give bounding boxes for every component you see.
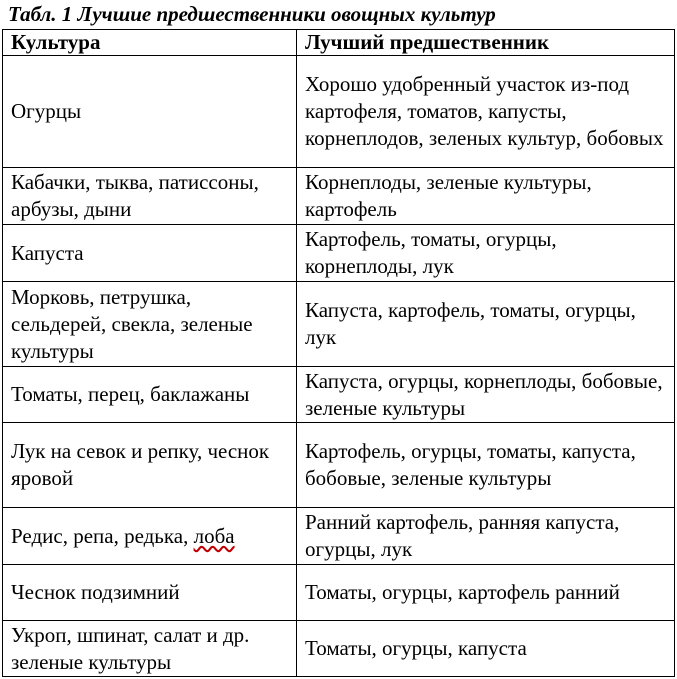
- crop-cell: Огурцы: [3, 56, 297, 168]
- table-row: [3, 367, 675, 423]
- table-row: [3, 168, 675, 225]
- crop-cell: [3, 508, 297, 565]
- predecessor-cell: Картофель, томаты, огурцы, корнеплоды, лук: [297, 225, 675, 282]
- header-crop: Культура: [3, 30, 297, 56]
- table-row: [3, 225, 675, 282]
- predecessor-cell: Томаты, огурцы, капуста: [297, 621, 675, 677]
- table-row: [3, 423, 675, 508]
- predecessor-cell: Хорошо удобренный участок из-под картофеля, томатов, капусты, корнеплодов, зеленых культур, бобовых: [297, 56, 675, 168]
- header-predecessor: Лучший предшественник: [297, 30, 675, 56]
- predecessor-cell: Ранний картофель, ранняя капуста, огурцы, лук: [297, 508, 675, 565]
- crop-cell: Капуста: [3, 225, 297, 282]
- crop-cell: Укроп, шпинат, салат и др. зеленые культуры: [3, 621, 297, 677]
- predecessor-cell: Капуста, картофель, томаты, огурцы, лук: [297, 282, 675, 367]
- crop-cell: Кабачки, тыква, патиссоны, арбузы, дыни: [3, 168, 297, 225]
- table-caption: Табл. 1 Лучшие предшественники овощных культур: [8, 2, 496, 26]
- table-row: [3, 56, 675, 168]
- crop-cell: Томаты, перец, баклажаны: [3, 367, 297, 423]
- crop-cell: Морковь, петрушка, сельдерей, свекла, зеленые культуры: [3, 282, 297, 367]
- crop-text: Редис, репа, редька,: [11, 523, 194, 548]
- crop-cell: Чеснок подзимний: [3, 565, 297, 621]
- predecessor-cell: Корнеплоды, зеленые культуры, картофель: [297, 168, 675, 225]
- table-row: [3, 621, 675, 677]
- predecessors-table: [2, 29, 675, 677]
- table-row: [3, 508, 675, 565]
- table-row: [3, 565, 675, 621]
- table-header-row: [3, 30, 675, 56]
- spellcheck-marked-word: лоба: [193, 523, 235, 548]
- table-row: [3, 282, 675, 367]
- predecessor-cell: Томаты, огурцы, картофель ранний: [297, 565, 675, 621]
- predecessor-cell: Капуста, огурцы, корнеплоды, бобовые, зеленые культуры: [297, 367, 675, 423]
- crop-cell: Лук на севок и репку, чеснок яровой: [3, 423, 297, 508]
- predecessor-cell: Картофель, огурцы, томаты, капуста, бобовые, зеленые культуры: [297, 423, 675, 508]
